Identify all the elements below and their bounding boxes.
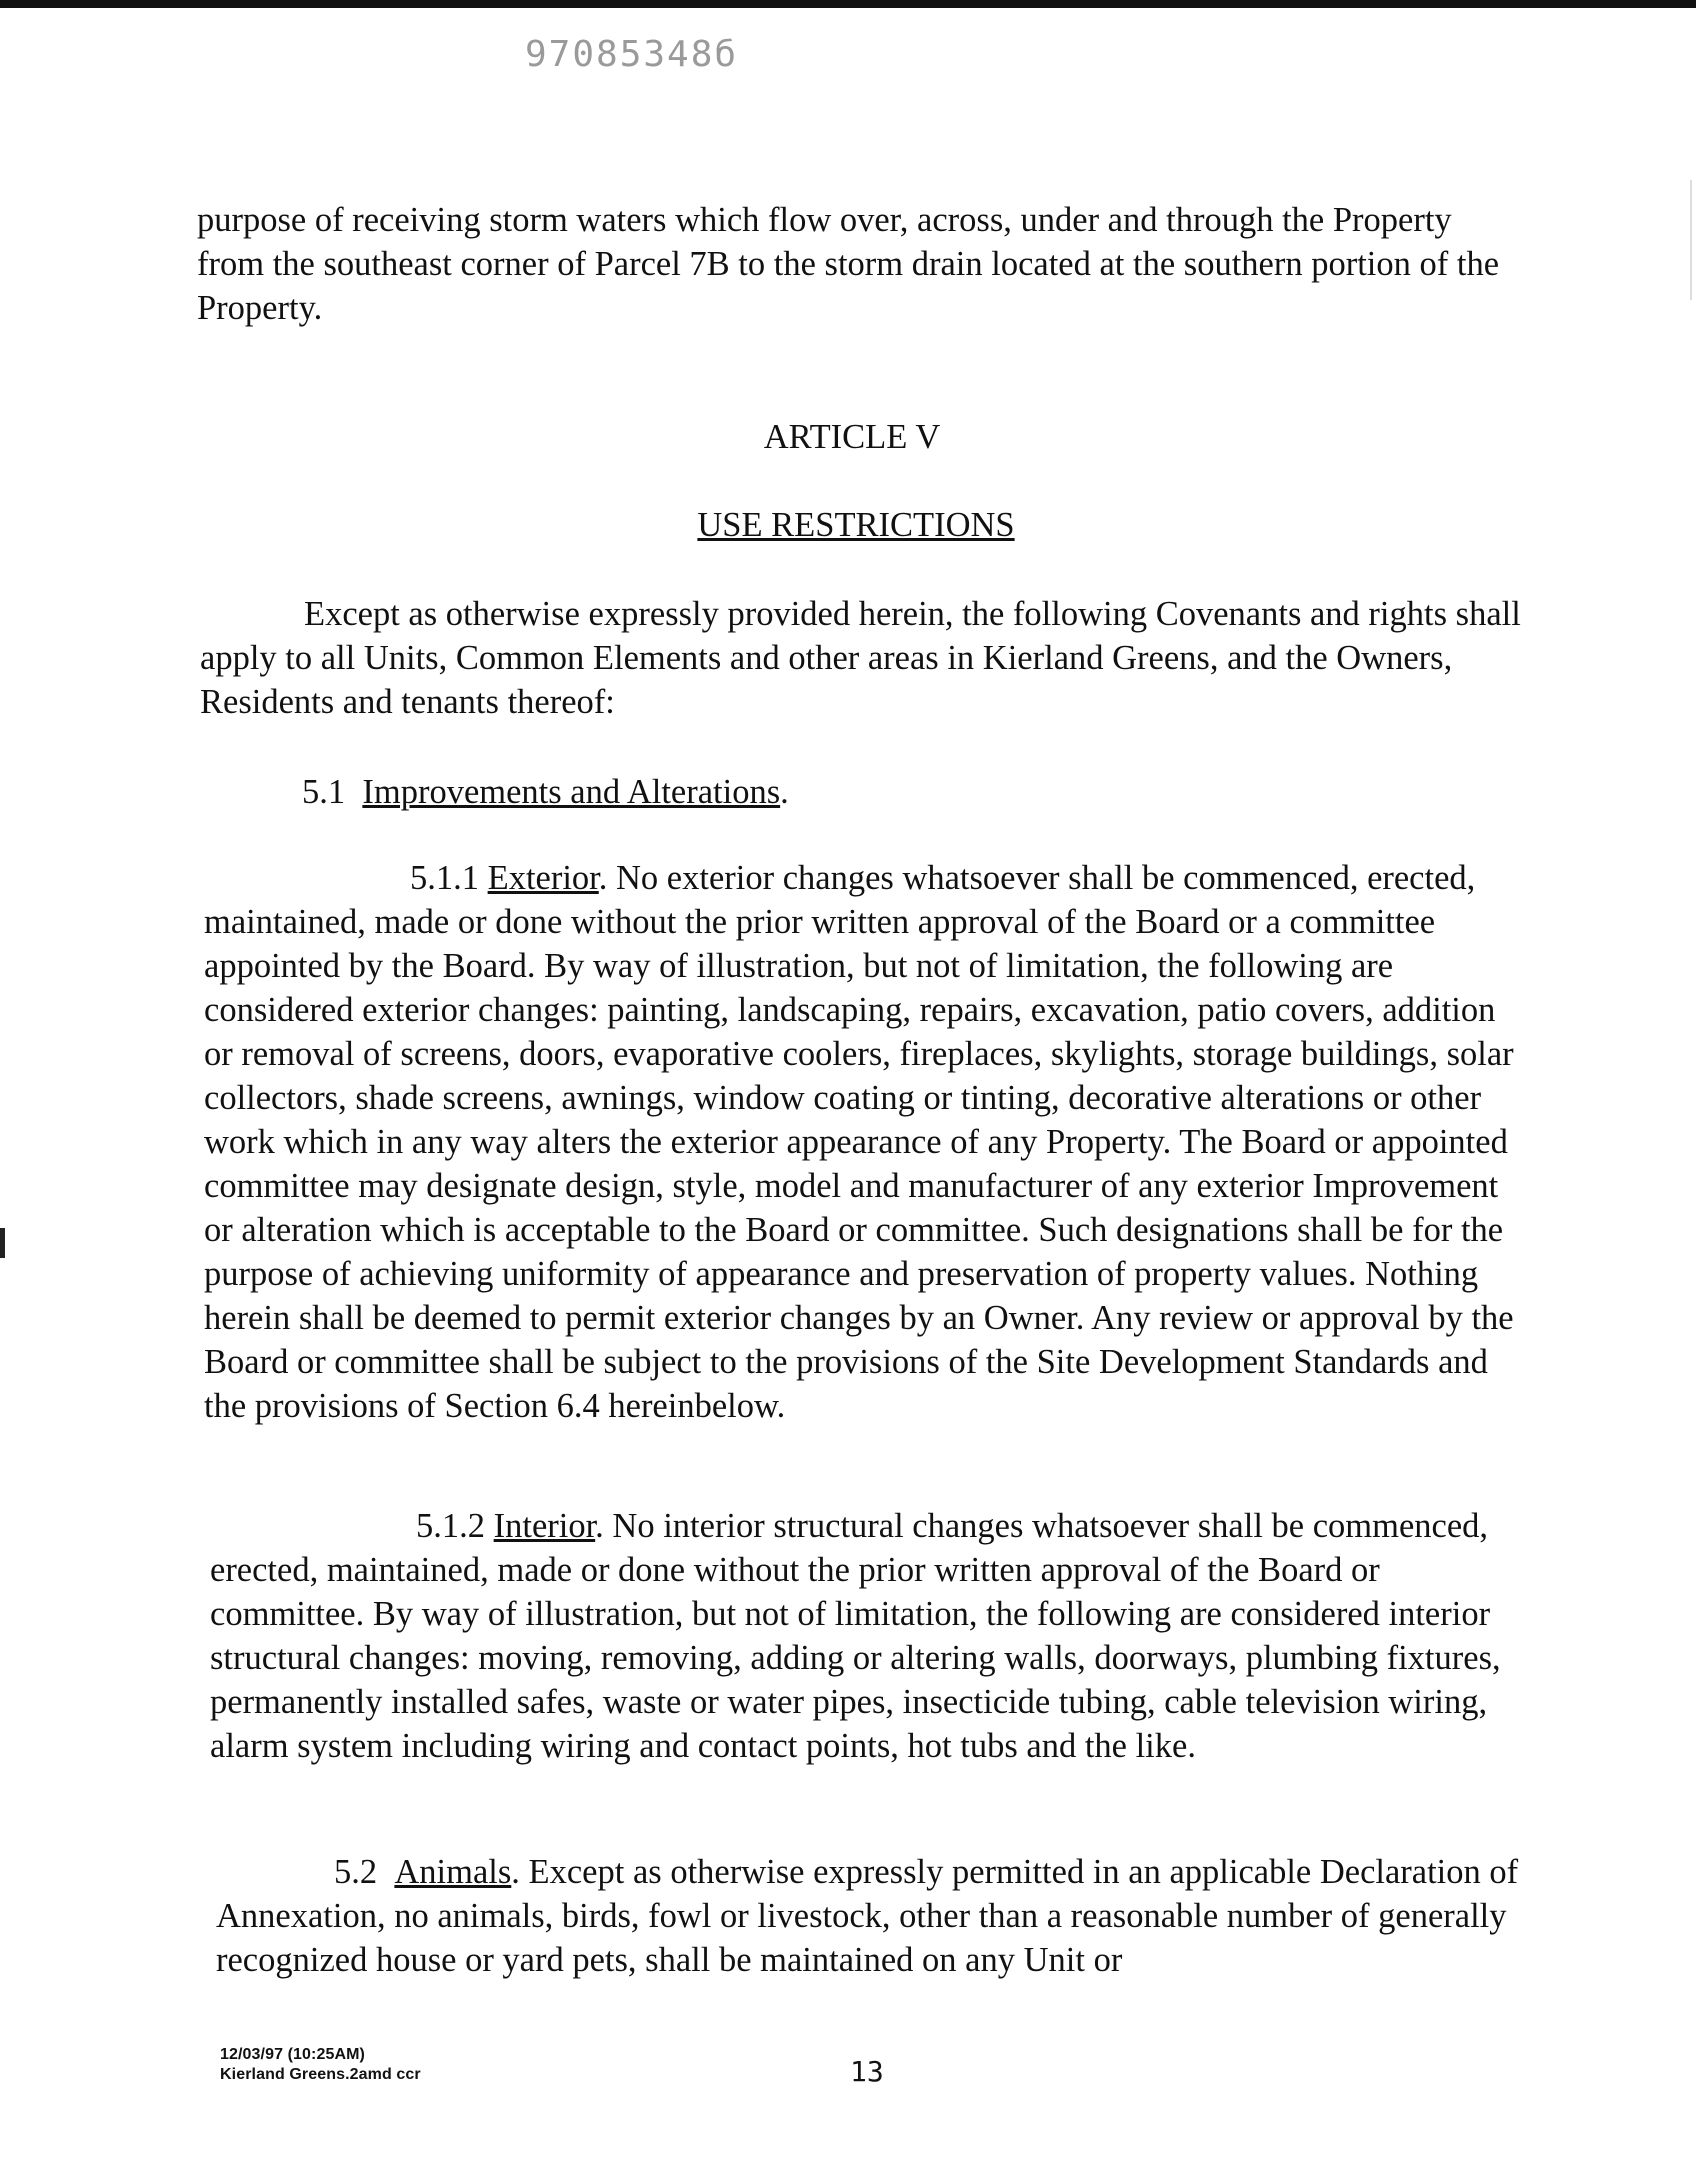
section-5-1-1-body: . No exterior changes whatsoever shall be commenced, erected, maintained, made or done without the prior written approval of the Board or a committee appointed by the Board. By way of illustration, but not of limitation, the following are considered exterior changes: painting, landscaping, repairs, excavation, patio covers, addition or removal of screens, doors, evaporative coolers, fireplaces, skylights, storage buildings, solar collectors, shade screens, awnings, window coating or tinting, decorative alterations or other work which in any way alters the exterior appearance of any Property. The Board or appointed committee may designate design, style, model and manufacturer of any exterior Improvement or alteration which is acceptable to the Board or committee. Such designations shall be for the purpose of achieving uniformity of appearance and preservation of property values. Nothing herein shall be deemed to permit exterior changes by an Owner. Any review or approval by the Board or committee shall be subject to the provisions of the Site Development Standards and the provisions of Section 6.4 hereinbelow. [204,859,1514,1425]
intro-paragraph: Except as otherwise expressly provided herein, the following Covenants and rights shall apply to all Units, Common Elements and other areas in Kierland Greens, and the Owners, Residents and tenants thereof: [200,595,1521,721]
article-heading [8,503,1696,547]
page-number: 13 [850,2055,884,2088]
section-5-1-1-paragraph [204,856,1529,1428]
footer-filename: Kierland Greens.2amd ccr [220,2066,421,2083]
section-5-1-2-number: 5.1.2 [416,1507,485,1545]
section-5-2-number: 5.2 [334,1853,378,1891]
section-5-2-body: . Except as otherwise expressly permitted in an applicable Declaration of Annexation, no animals, birds, fowl or livestock, other than a reasonable number of generally recognized house or yard pets, shall be maintained on any Unit or [216,1853,1519,1979]
scan-top-border [0,0,1696,8]
section-5-1-heading [302,770,1627,814]
section-5-1-2-body: . No interior structural changes whatsoever shall be commenced, erected, maintained, made or done without the prior written approval of the Board or committee. By way of illustration, but not of limitation, the following are considered interior structural changes: moving, removing, adding or altering walls, doorways, plumbing fixtures, permanently installed safes, waste or water pipes, insecticide tubing, cable television wiring, alarm system including wiring and contact points, hot tubs and the like. [210,1507,1501,1765]
section-5-1-1-number: 5.1.1 [410,859,479,897]
section-5-2-paragraph [216,1850,1541,1982]
recording-number: 97085348б [525,34,739,75]
footer-timestamp: 12/03/97 (10:25AM) [220,2046,365,2063]
article-heading-text: USE RESTRICTIONS [697,506,1015,544]
section-5-1-title: Improvements and Alterations [362,773,781,811]
section-5-2-title: Animals [394,1853,512,1891]
section-5-1-number: 5.1 [302,773,346,811]
section-5-1-trail: . [780,773,789,811]
scan-edge-mark [0,1228,5,1258]
continuation-paragraph: purpose of receiving storm waters which flow over, across, under and through the Property from the southeast corner of Parcel 7B to the storm drain located at the southern portion of the Property. [197,201,1500,327]
section-5-1-2-paragraph [210,1504,1535,1768]
article-title: ARTICLE V [763,418,941,456]
document-footer [220,2045,421,2085]
section-5-1-2-title: Interior [493,1507,596,1545]
scan-edge-speck [1690,180,1692,300]
section-5-1-1-title: Exterior [487,859,599,897]
